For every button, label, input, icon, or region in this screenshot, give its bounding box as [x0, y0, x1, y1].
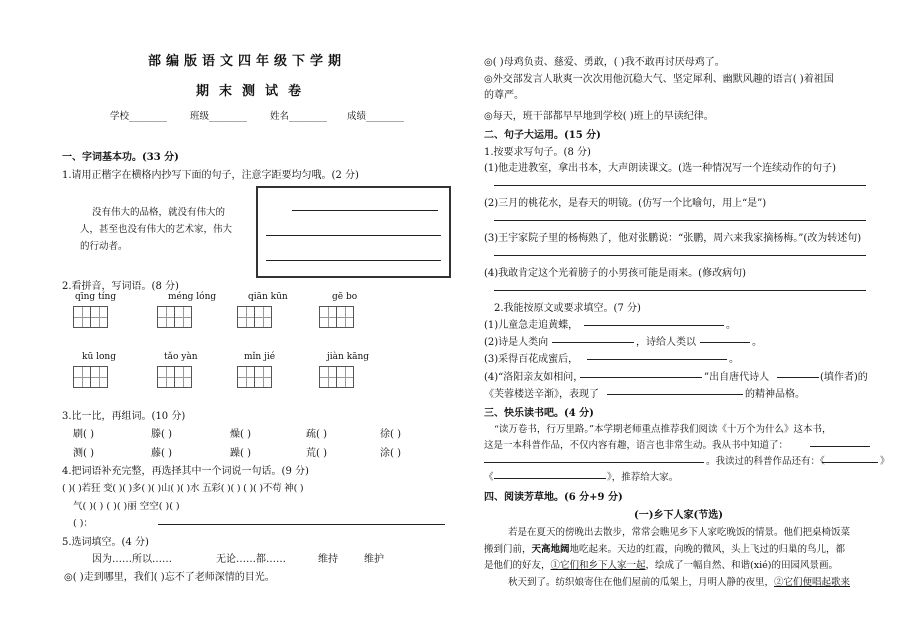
pinyin-label: gē bo: [332, 292, 358, 302]
section4-heading: 四、阅读芳草地。(6 分+9 分): [484, 492, 623, 503]
char-box[interactable]: [319, 366, 337, 388]
q4-blanks[interactable]: 气( )( ) ( )( )丽 空空( )( ): [73, 501, 180, 512]
char-box[interactable]: [337, 366, 354, 388]
q5-sentence[interactable]: ◎外交部发言人耿爽一次次用他沉稳大气、坚定犀利、幽默风趣的语言( )着祖国: [484, 74, 834, 85]
q3-item[interactable]: 躁( ): [230, 448, 251, 459]
q3-item[interactable]: 涂( ): [380, 448, 401, 459]
punct: 。: [729, 354, 739, 365]
answer-line[interactable]: [494, 290, 866, 291]
underlined-sentence: ②它们便唱起歌来: [774, 577, 851, 588]
word-option: 维持: [318, 554, 338, 565]
punct: 》: [880, 456, 890, 467]
char-box[interactable]: [157, 366, 175, 388]
q4-prompt: 4.把词语补充完整，再选择其中一个词说一句话。(9 分): [62, 466, 309, 477]
q3-item[interactable]: 徐( ): [380, 429, 401, 440]
char-box[interactable]: [91, 306, 108, 328]
char-box[interactable]: [255, 366, 272, 388]
pinyin-label: tǎo yàn: [164, 352, 198, 362]
s3-paragraph: 》，推荐给大家。: [607, 472, 679, 483]
s3-paragraph: “读万卷书，行万里路。”本学期老师重点推荐我们阅读《十万个为什么》这本书，: [494, 424, 832, 435]
s3-paragraph: 这是一本科普作品，不仅内容有趣，语言也非常生动。我从书中知道了：: [484, 440, 789, 451]
fill-item: (填作者)的: [820, 372, 868, 383]
fill-blank[interactable]: [822, 462, 878, 463]
passage-title: (一)乡下人家(节选): [634, 510, 723, 521]
fill-blank[interactable]: [587, 359, 727, 360]
word-option: 维护: [364, 554, 384, 565]
fill-item: ，诗给人类以: [636, 337, 696, 348]
q3-prompt: 3.比一比，再组词。(10 分): [62, 411, 186, 422]
section1-heading: 一、字词基本功。(33 分): [62, 152, 179, 163]
passage-text: 搬到门前，天高地阔地吃起来。天边的红霞，向晚的微风，头上飞过的归巢的鸟儿，都: [484, 544, 846, 555]
q5-sentence-cont: 的尊严。: [484, 90, 524, 101]
pinyin-label: qiān kūn: [248, 292, 288, 302]
q3-item[interactable]: 疏( ): [306, 429, 327, 440]
fill-blank[interactable]: [584, 325, 724, 326]
s3-paragraph: 。我读过的科普作品还有：《: [706, 456, 825, 467]
fill-blank[interactable]: [810, 446, 870, 447]
fill-item: (4)“洛阳亲友如相问，: [484, 372, 584, 383]
q4-sentence-blank[interactable]: ( )：: [73, 518, 93, 529]
s2-q2-prompt: 2.我能按原文或要求填空。(7 分): [494, 303, 641, 314]
pinyin-label: mǐn jié: [244, 352, 276, 362]
underlined-sentence: ①它们和乡下人家一起: [550, 560, 646, 571]
q1-sentence: 的行动者。: [80, 241, 128, 252]
fill-blank[interactable]: [777, 377, 819, 378]
page-subtitle: 期末测试卷: [196, 84, 312, 99]
s2-item: (4)我敢肯定这个光着膀子的小男孩可能是雨来。(修改病句): [484, 268, 746, 279]
word-option: 无论……都……: [216, 554, 286, 565]
q5-sentence[interactable]: ◎每天，班干部都早早地到学校( )班上的早读纪律。: [484, 111, 714, 122]
answer-line[interactable]: [494, 220, 866, 221]
fill-blank[interactable]: [700, 342, 750, 343]
q3-item[interactable]: 刷( ): [73, 429, 94, 440]
s2-item: (3)王宇家院子里的杨梅熟了，他对张鹏说：“张鹏，周六来我家摘杨梅。”(改为转述句): [484, 233, 862, 244]
passage-text: 秋天到了。纺织娘寄住在他们屋前的瓜架上，月明人静的夜里，②它们便唱起歌来: [508, 577, 851, 588]
field-score[interactable]: 成绩________: [347, 111, 405, 122]
char-box[interactable]: [237, 306, 255, 328]
fill-item: (1)儿童急走追黄蝶，: [484, 320, 579, 331]
emphasis-phrase: 天高地阔: [531, 544, 570, 555]
fill-item: ”出自唐代诗人: [704, 372, 770, 383]
q1-sentence: 没有伟大的品格，就没有伟大的: [92, 207, 226, 218]
pinyin-label: qīng tíng: [75, 292, 117, 302]
pinyin-label: kū long: [82, 352, 116, 362]
q2-prompt: 2.看拼音，写词语。(8 分): [62, 281, 179, 292]
fill-blank[interactable]: [580, 377, 702, 378]
q1-prompt: 1.请用正楷字在横格内抄写下面的句子，注意字距要均匀哦。(2 分): [62, 170, 359, 181]
fill-blank[interactable]: [552, 342, 634, 343]
fill-item: (3)采得百花成蜜后，: [484, 354, 579, 365]
q3-item[interactable]: 藤( ): [151, 448, 172, 459]
char-box[interactable]: [175, 366, 192, 388]
s2-item: (2)三月的桃花水，是春天的明镜。(仿写一个比喻句，用上“是”): [484, 198, 767, 209]
fill-item: (2)诗是人类向: [484, 337, 549, 348]
field-school[interactable]: 学校________: [110, 111, 168, 122]
page-title: 部编版语文四年级下学期: [148, 54, 347, 69]
char-box[interactable]: [91, 366, 108, 388]
char-box[interactable]: [319, 306, 337, 328]
word-option: 因为……所以……: [92, 554, 172, 565]
q3-item[interactable]: 荒( ): [306, 448, 327, 459]
answer-line[interactable]: [158, 524, 445, 525]
passage-text: 是他们的好友，①它们和乡下人家一起，绘成了一幅自然、和谐(xié)的田园风景画。: [484, 560, 838, 571]
s2-item: (1)他走进教室，拿出书本，大声朗读课文。(选一种情况写一个连续动作的句子): [484, 163, 836, 174]
passage-text: 若是在夏天的傍晚出去散步，常常会瞧见乡下人家吃晚饭的情景。他们把桌椅饭菜: [508, 527, 851, 538]
char-box[interactable]: [175, 306, 192, 328]
q4-blanks[interactable]: ( )( )若狂 变( )( )多( )( )山( )( )水 五彩( )( ) ( )( )不苟 神( ): [62, 483, 304, 494]
writing-line[interactable]: [266, 235, 441, 236]
fill-blank[interactable]: [494, 478, 606, 479]
s3-paragraph: 《: [484, 472, 494, 483]
punct: 。: [752, 337, 762, 348]
fill-item: 的精神品格。: [745, 389, 805, 400]
q5-sentence[interactable]: ◎( )母鸡负责、慈爱、勇敢，( )我不敢再讨厌母鸡了。: [484, 57, 725, 68]
writing-box[interactable]: [256, 186, 451, 278]
q5-sentence[interactable]: ◎( )走到哪里，我们( )忘不了老师深情的目光。: [64, 572, 275, 583]
writing-line[interactable]: [266, 260, 441, 261]
pinyin-label: méng lóng: [168, 292, 217, 302]
punct: 。: [726, 320, 736, 331]
q3-item[interactable]: 燥( ): [230, 429, 251, 440]
fill-blank[interactable]: [484, 462, 704, 463]
pinyin-label: jiàn kāng: [327, 352, 370, 362]
writing-line[interactable]: [292, 210, 438, 211]
fill-blank[interactable]: [607, 394, 743, 395]
char-box[interactable]: [337, 306, 354, 328]
answer-line[interactable]: [494, 185, 866, 186]
q3-item[interactable]: 测( ): [73, 448, 94, 459]
q5-prompt: 5.选词填空。(4 分): [62, 537, 149, 548]
section2-heading: 二、句子大运用。(15 分): [484, 130, 601, 141]
field-class[interactable]: 班级________: [190, 111, 248, 122]
section3-heading: 三、快乐读书吧。(4 分): [484, 408, 594, 419]
field-name[interactable]: 姓名________: [270, 111, 328, 122]
q1-sentence: 人，甚至也没有伟大的艺术家，伟大: [80, 224, 233, 235]
char-box[interactable]: [73, 366, 91, 388]
answer-line[interactable]: [494, 255, 866, 256]
fill-item: 《芙蓉楼送辛渐》，表现了: [484, 389, 599, 400]
char-box[interactable]: [73, 306, 91, 328]
char-box[interactable]: [255, 306, 272, 328]
s2-q1-prompt: 1.按要求写句子。(8 分): [484, 147, 591, 158]
q3-item[interactable]: 滕( ): [151, 429, 172, 440]
char-box[interactable]: [157, 306, 175, 328]
char-box[interactable]: [237, 366, 255, 388]
